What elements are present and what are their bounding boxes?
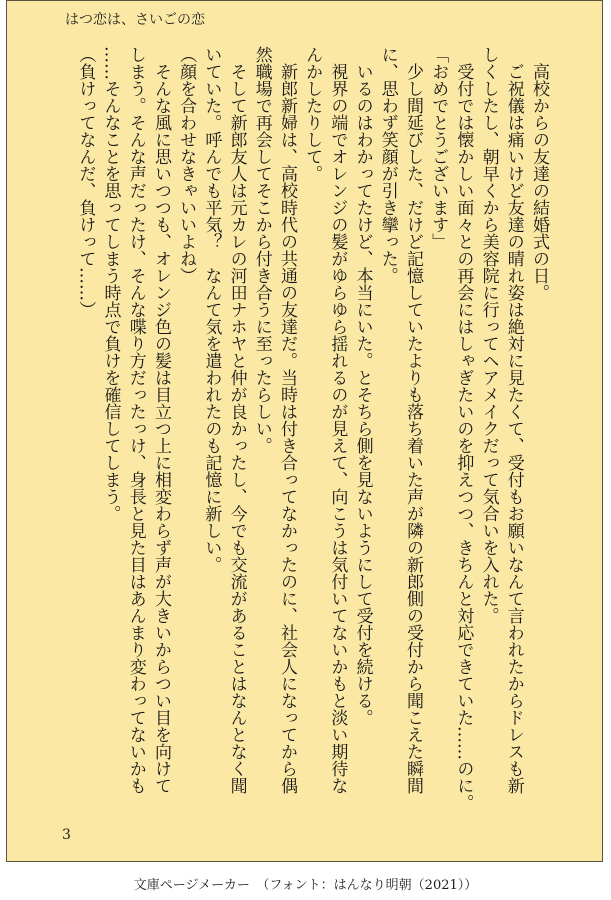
text-line-10: んかしたりして。 <box>302 46 323 182</box>
footer-credit: 文庫ページメーカー （フォント：はんなり明朝（2021）） <box>133 878 478 893</box>
text-line-3: しくしたし、朝早くから美容院に行ってヘアメイクだって気合いを入れた。 <box>478 46 499 624</box>
text-line-7: に、思わず笑顔が引き攣った。 <box>377 46 398 284</box>
book-page <box>6 0 603 862</box>
vertical-body-text <box>55 46 551 816</box>
text-line-16: そんな風に思いつつも、オレンジ色の髪は目立つ上に相変わらず声が大きいからつい目を向けて <box>150 46 171 794</box>
text-line-19: （負けってなんだ、負けって……） <box>75 46 96 318</box>
text-line-14: いていた。呼んでも平気？ なんて気を遣われたのも記憶に新しい。 <box>201 46 222 573</box>
text-line-1: 高校からの友達の結婚式の日。 <box>529 46 549 301</box>
text-line-4: 受付では懐かしい面々との再会にはしゃぎたいのを抑えつつ、きちんと対応できていた……のに。 <box>453 46 474 811</box>
text-line-15: （顔を合わせなきゃいいよね） <box>176 46 197 284</box>
page-number: 3 <box>62 827 71 843</box>
text-line-9: 視界の端でオレンジの髪がゆらゆら揺れるのが見えて、向こうは気付いてないかもと淡い期待な <box>327 46 348 794</box>
text-line-18: ……そんなことを思ってしまう時点で負けを確信してしまう。 <box>100 46 121 522</box>
text-line-17: しまう。そんな声だったけ、そんな喋り方だったっけ、身長と見た目はあんまり変わってないかも <box>125 46 146 794</box>
text-line-12: 然職場で再会してそこから付き合うに至ったらしい。 <box>251 46 272 454</box>
text-line-13: そして新郎友人は元カレの河田ナホヤと仲が良かったし、今でも交流があることはなんとなく聞 <box>226 46 247 794</box>
text-line-2: ご祝儀は痛いけど友達の晴れ姿は絶対に見たくて、受付もお願いなんて言われたからドレスも新 <box>503 46 524 794</box>
running-header: はつ恋は、さいごの恋 <box>65 12 205 28</box>
text-line-6: 少し間延びした、だけど記憶していたよりも落ち着いた声が隣の新郎側の受付から聞こえた瞬間 <box>402 46 423 794</box>
text-line-8: いるのはわかってたけど、本当にいた。とそちら側を見ないようにして受付を続ける。 <box>352 46 373 726</box>
text-line-11: 新郎新婦は、高校時代の共通の友達だ。当時は付き合ってなかったのに、社会人になってから偶 <box>276 46 297 794</box>
text-line-5: 「おめでとうございます」 <box>428 46 449 250</box>
